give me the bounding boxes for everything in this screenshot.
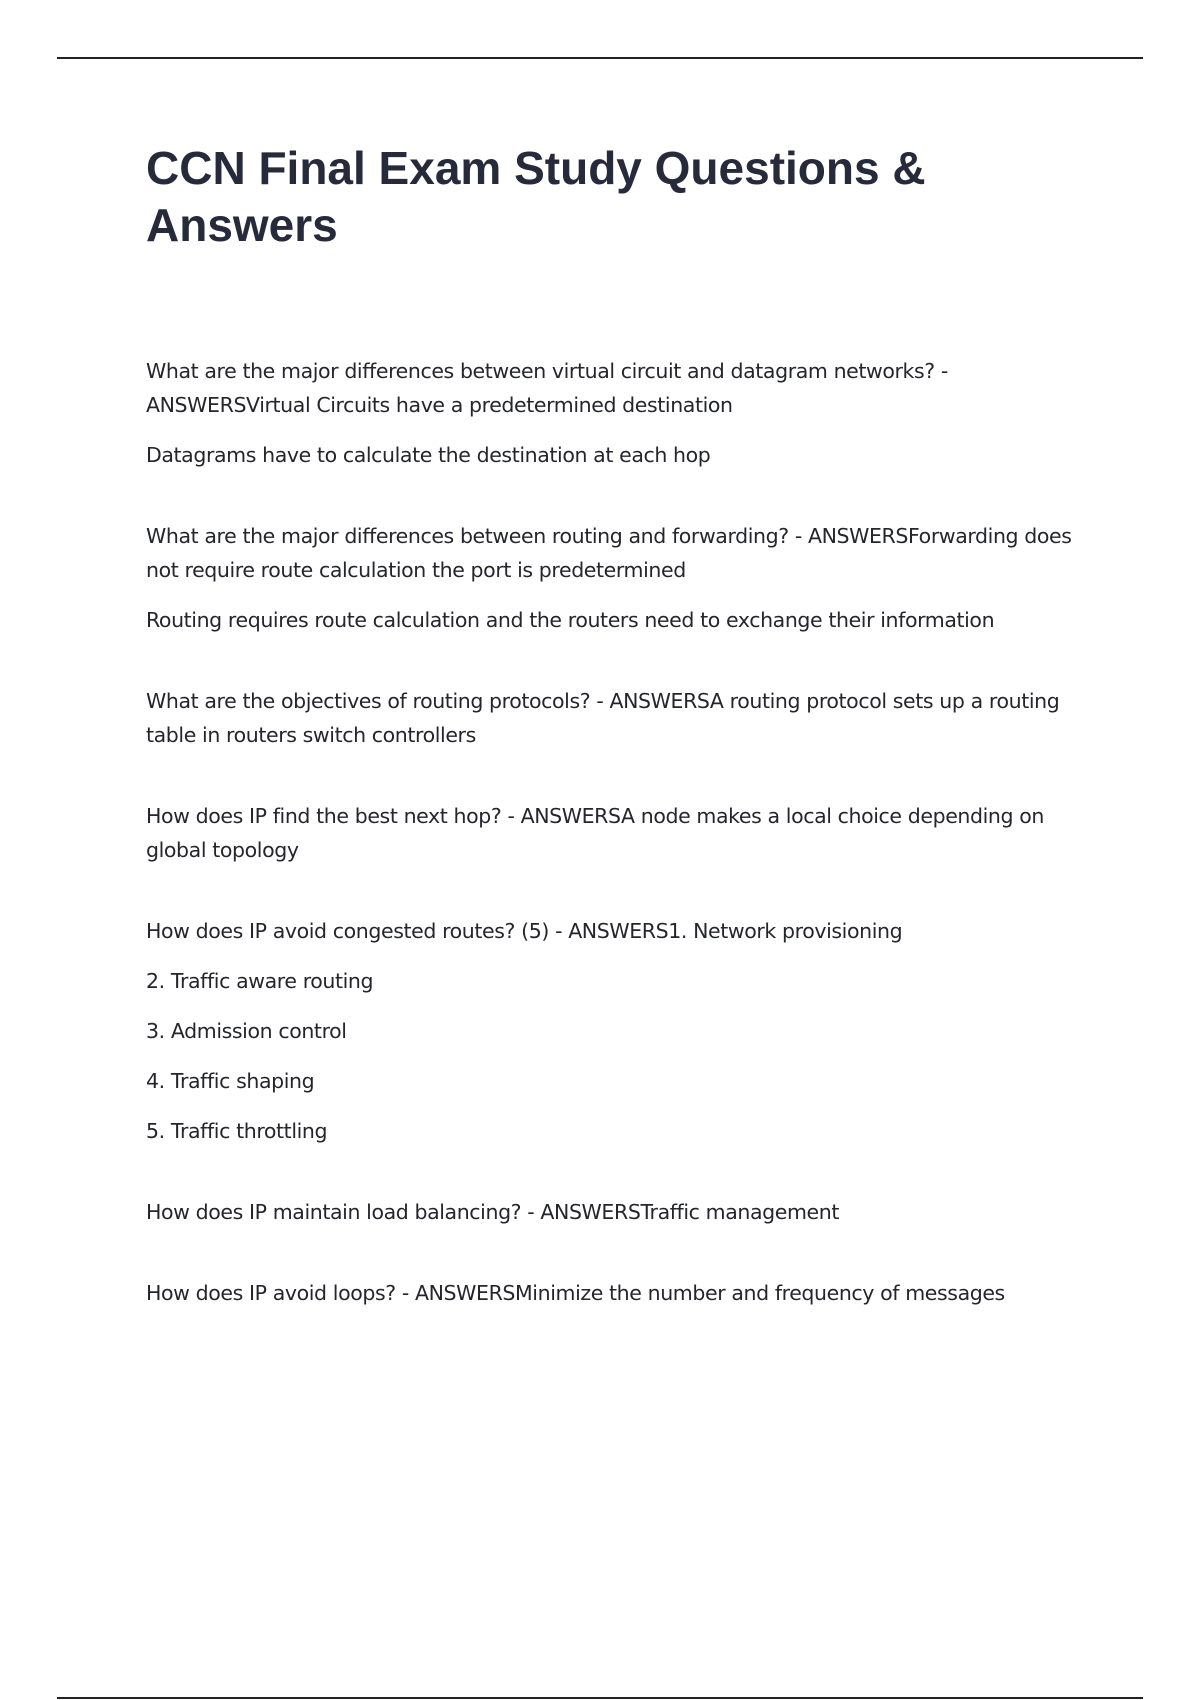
qa-answer-line: 2. Traffic aware routing xyxy=(146,969,374,993)
qa-question: How does IP avoid congested routes? (5) - ANSWERS1. Network provisioning xyxy=(146,919,903,943)
page-title: CCN Final Exam Study Questions & Answers xyxy=(146,142,926,251)
qa-item xyxy=(146,354,1086,472)
qa-answer-line: 4. Traffic shaping xyxy=(146,1069,315,1093)
qa-question: How does IP avoid loops? - ANSWERSMinimize the number and frequency of messages xyxy=(146,1281,1005,1305)
qa-question: How does IP find the best next hop? - ANSWERSA node makes a local choice depending on global topology xyxy=(146,804,1044,862)
qa-item xyxy=(146,519,1086,637)
qa-item xyxy=(146,684,1086,752)
qa-item xyxy=(146,914,1086,1148)
bottom-rule xyxy=(57,1697,1143,1699)
qa-question: How does IP maintain load balancing? - ANSWERSTraffic management xyxy=(146,1200,839,1224)
qa-list xyxy=(146,354,1086,1310)
qa-question: What are the objectives of routing protocols? - ANSWERSA routing protocol sets up a routing table in routers switch controllers xyxy=(146,689,1060,747)
qa-question: What are the major differences between virtual circuit and datagram networks? - ANSWERSVirtual Circuits have a predetermined destination xyxy=(146,359,948,417)
document-body xyxy=(146,140,1086,1357)
qa-item xyxy=(146,1276,1086,1310)
qa-answer-line: 3. Admission control xyxy=(146,1019,347,1043)
qa-item xyxy=(146,1195,1086,1229)
qa-answer-line: 5. Traffic throttling xyxy=(146,1119,328,1143)
qa-question: What are the major differences between routing and forwarding? - ANSWERSForwarding does not require route calculation the port is predetermined xyxy=(146,524,1072,582)
qa-answer-line: Datagrams have to calculate the destination at each hop xyxy=(146,443,711,467)
qa-item xyxy=(146,799,1086,867)
qa-answer-line: Routing requires route calculation and the routers need to exchange their information xyxy=(146,608,995,632)
top-rule xyxy=(57,57,1143,59)
